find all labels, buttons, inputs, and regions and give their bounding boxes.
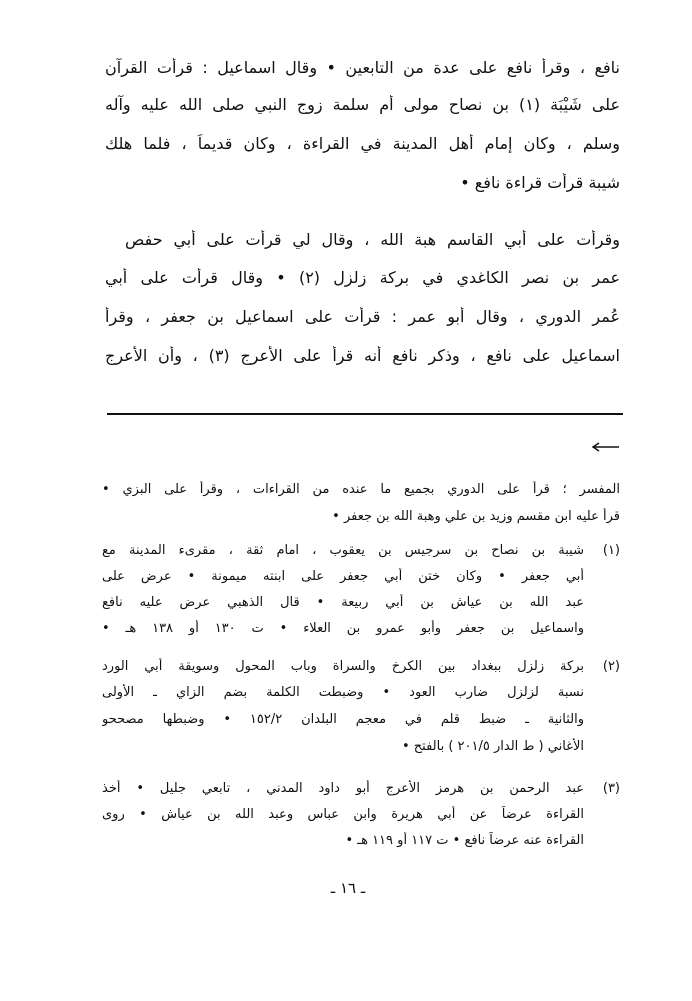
body-line: عُمر الدوري ، وقال أبو عمر : قرأت على اسماعيل بن جعفر ، وقرأ (105, 307, 620, 326)
footnote-line: نسبة لزلزل ضارب العود • وضبطت الكلمة بضم الزاي ـ الأولى (102, 685, 584, 700)
body-line: شيبة قرأت قراءة نافع • (460, 173, 620, 192)
footnote-line: بركة زلزل ببغداد بين الكرخ والسراة وباب المحول وسويقة أبي الورد (102, 659, 584, 674)
footnote-continuation-line: قرأ عليه ابن مقسم وزيد بن علي وهبة الله بن جعفر • (332, 509, 620, 524)
footnote-line: أبي جعفر • وكان ختن أبي جعفر على ابنته ميمونة • عرض على (102, 569, 584, 584)
footnote-line: شيبة بن نصاح بن سرجيس بن يعقوب ، امام ثقة ، مقرىء المدينة مع (102, 543, 584, 558)
body-line: نافع ، وقرأ نافع على عدة من التابعين • وقال اسماعيل : قرأت القرآن (105, 58, 620, 77)
footnote-line: الأغاني ( ط الدار ٢٠١/٥ ) بالفتح • (401, 739, 584, 754)
footnote-line: القراءة عرضاً عن أبي هريرة وابن عباس وعبد الله بن عياش • روى (102, 807, 584, 822)
body-line: وقرأت على أبي القاسم هبة الله ، وقال لي قرأت على أبي حفص (125, 230, 620, 249)
footnote-number: (١) (602, 543, 620, 558)
footnote-line: عبد الرحمن بن هرمز الأعرج أبو داود المدني ، تابعي جليل • أخذ (102, 781, 584, 796)
footnote-line: واسماعيل بن جعفر وأبو عمرو بن العلاء • ت ١٣٠ أو ١٣٨ هـ • (102, 621, 584, 636)
footnote-line: عبد الله بن عياش بن أبي ربيعة • قال الذهبي عرض عليه نافع (102, 595, 584, 610)
body-line: اسماعيل على نافع ، وذكر نافع أنه قرأ على الأعرج (٣) ، وأن الأعرج (105, 346, 620, 365)
footnote-line: القراءة عنه عرضاً نافع • ت ١١٧ أو ١١٩ هـ • (345, 833, 584, 848)
body-line: على شَيْبَة (١) بن نصاح مولى أم سلمة زوج النبي صلى الله عليه وآله (105, 95, 620, 114)
footnote-number: (٢) (602, 659, 620, 674)
body-line: وسلم ، وكان إمام أهل المدينة في القراءة ، وكان قديماً ، فلما هلك (105, 134, 620, 153)
footnote-continuation-line: المفسر ؛ قرأ على الدوري بجميع ما عنده من القراءات ، وقرأ على البزي • (102, 482, 620, 497)
body-line: عمر بن نصر الكاغدي في بركة زلزل (٢) • وقال قرأت على أبي (105, 268, 620, 287)
footnote-number: (٣) (602, 781, 620, 796)
footnote-line: والثانية ـ ضبط قلم في معجم البلدان ١٥٢/٢ • وضبطها مصححو (102, 712, 584, 727)
footnote-separator (107, 413, 623, 415)
arrow-left-icon (590, 442, 620, 452)
page-number: ـ ١٦ ـ (330, 879, 366, 897)
